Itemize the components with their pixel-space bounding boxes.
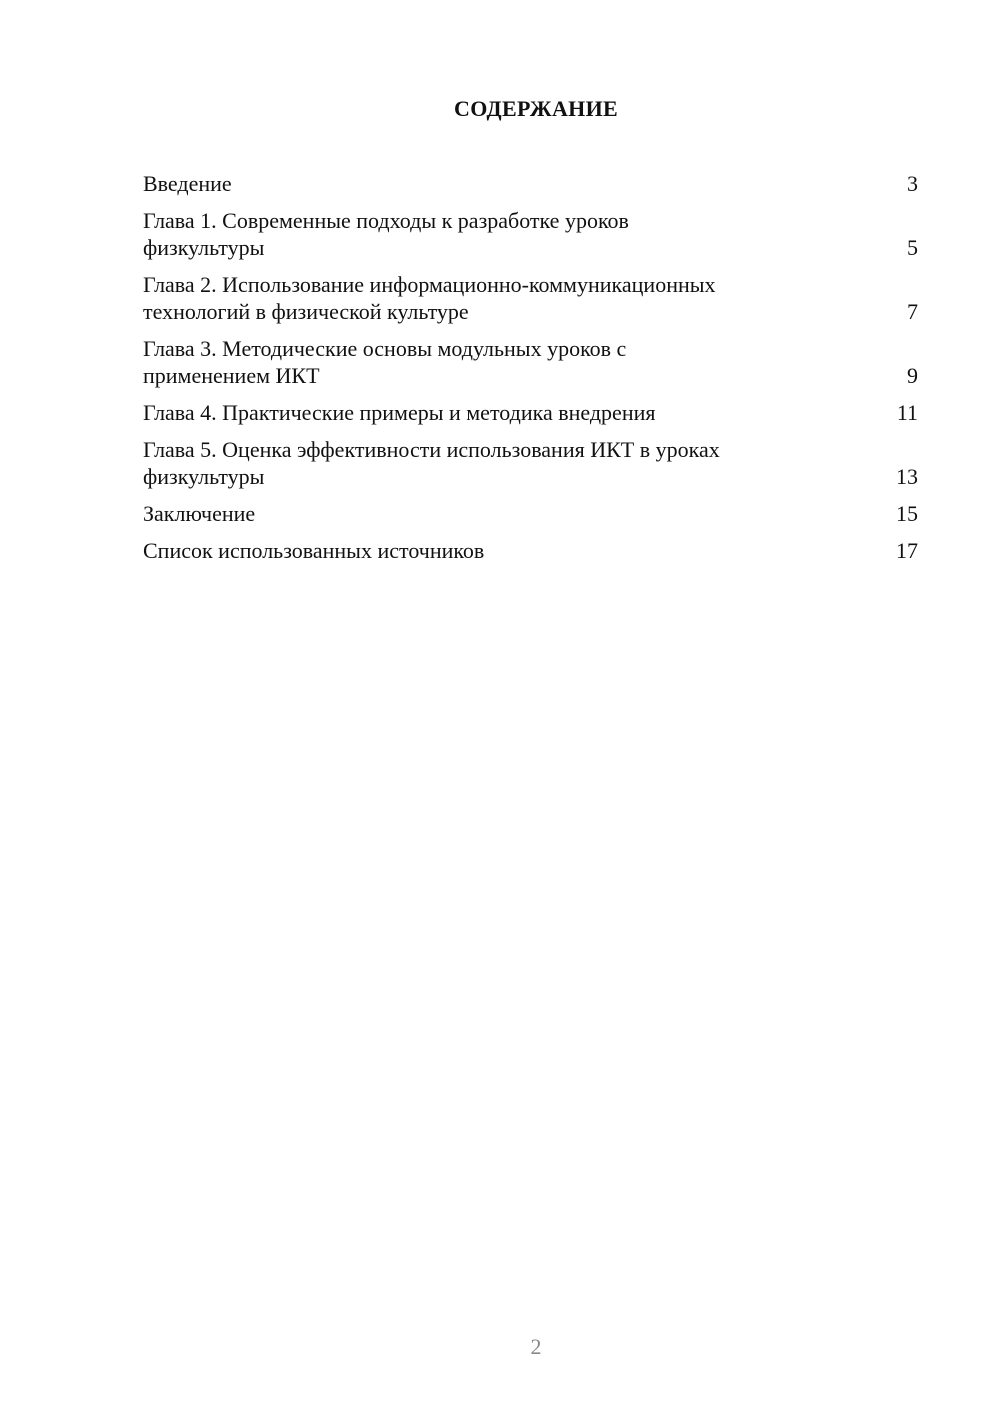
- toc-entry-page: 3: [907, 171, 918, 196]
- toc-entry-label: Глава 4. Практические примеры и методика внедрения: [143, 400, 656, 425]
- toc-entry-page: 11: [896, 400, 918, 425]
- toc-entry-page: 13: [896, 464, 918, 489]
- toc-entry-chapter-2: [143, 271, 918, 325]
- toc-entry-label: Глава 3. Методические основы модульных уроков с применением ИКТ: [143, 336, 627, 388]
- toc-entry-page: 7: [907, 299, 918, 324]
- toc-entry-label: Заключение: [143, 501, 256, 526]
- toc-entry-references: [143, 537, 918, 564]
- page-number: 2: [530, 1334, 542, 1359]
- toc-entry-page: 5: [907, 235, 918, 260]
- toc-entry-chapter-3: [143, 335, 918, 389]
- toc-entry-label: Введение: [143, 171, 232, 196]
- toc-entry-page: 15: [896, 501, 918, 526]
- toc-entry-conclusion: [143, 500, 918, 527]
- toc-entry-page: 17: [896, 538, 918, 563]
- toc-entry-label: Список использованных источников: [143, 538, 485, 563]
- toc-list: [143, 170, 918, 574]
- toc-entry-label: Глава 1. Современные подходы к разработке уроков физкультуры: [143, 208, 629, 260]
- toc-entry-chapter-4: [143, 399, 918, 426]
- toc-title: СОДЕРЖАНИЕ: [454, 96, 618, 121]
- toc-entry-label: Глава 5. Оценка эффективности использования ИКТ в уроках физкультуры: [143, 437, 720, 489]
- toc-entry-chapter-1: [143, 207, 918, 261]
- toc-entry-page: 9: [907, 363, 918, 388]
- toc-entry-introduction: [143, 170, 918, 197]
- toc-entry-label: Глава 2. Использование информационно-коммуникационных технологий в физической культуре: [143, 272, 716, 324]
- toc-entry-chapter-5: [143, 436, 918, 490]
